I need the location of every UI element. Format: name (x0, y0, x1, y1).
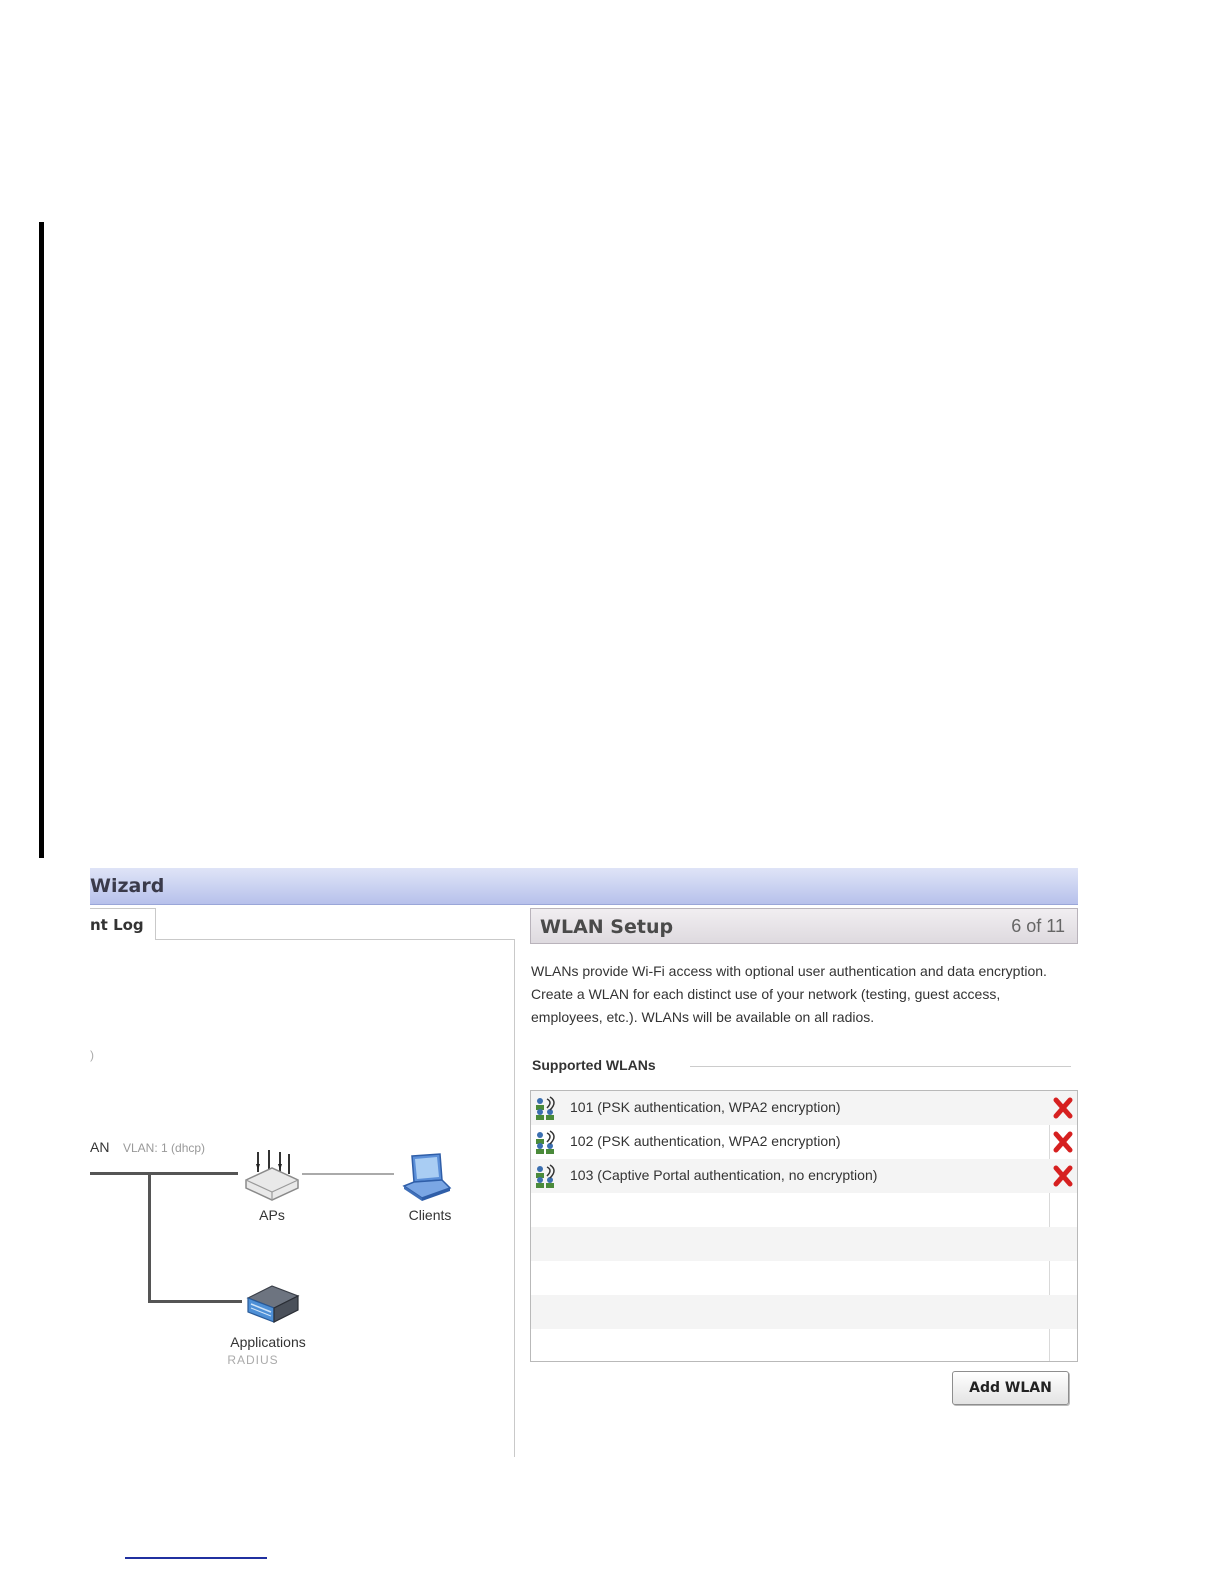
aps-label: APs (259, 1207, 285, 1223)
left-panel-border-top (156, 939, 514, 940)
empty-row (531, 1227, 1077, 1261)
applications-branch-horizontal (148, 1300, 242, 1303)
wlan-row[interactable] (531, 1091, 1077, 1125)
wlan-row[interactable] (531, 1159, 1077, 1193)
empty-row (531, 1329, 1077, 1362)
empty-row (531, 1295, 1077, 1329)
wlan-row-label: 103 (Captive Portal authentication, no encryption) (570, 1167, 878, 1183)
footer-link-underline[interactable] (125, 1557, 267, 1559)
tab-event-log[interactable] (90, 908, 156, 940)
lan-label: AN (90, 1139, 110, 1155)
wlan-row[interactable] (531, 1125, 1077, 1159)
client-laptop-icon[interactable] (400, 1152, 452, 1202)
wizard-title: Wizard (90, 875, 165, 897)
applications-branch-vertical (148, 1172, 151, 1303)
wlan-users-icon (534, 1130, 558, 1154)
vlan-label: VLAN: 1 (dhcp) (123, 1141, 206, 1155)
aps-clients-link (302, 1173, 394, 1175)
wlan-row-label: 101 (PSK authentication, WPA2 encryption) (570, 1099, 841, 1115)
delete-icon[interactable] (1053, 1165, 1073, 1187)
add-wlan-button[interactable]: Add WLAN (952, 1371, 1069, 1405)
empty-row (531, 1193, 1077, 1227)
wizard-titlebar (90, 868, 1078, 905)
supported-wlans-rule (690, 1066, 1071, 1067)
delete-icon[interactable] (1053, 1131, 1073, 1153)
tab-event-log-label: nt Log (90, 916, 144, 934)
wizard-window (90, 868, 1078, 1460)
delete-icon[interactable] (1053, 1097, 1073, 1119)
wlan-setup-title: WLAN Setup (540, 916, 674, 938)
applications-radius-label: RADIUS (227, 1353, 279, 1367)
wlan-users-icon (534, 1096, 558, 1120)
wlan-setup-header (530, 908, 1078, 944)
wizard-step-counter: 6 of 11 (1011, 916, 1065, 936)
lan-trunk-line (90, 1172, 238, 1175)
server-icon[interactable] (242, 1282, 302, 1328)
applications-label: Applications (230, 1334, 306, 1350)
supported-wlans-label: Supported WLANs (532, 1057, 656, 1073)
wlan-description: WLANs provide Wi-Fi access with optional user authentication and data encryption. Create a WLAN for each distinct use of your network (testing, guest access, employees, etc.). WLANs will be available on all radios. (531, 963, 1047, 1025)
page-margin-bar (39, 222, 44, 858)
left-panel-border-right (514, 939, 515, 1457)
access-point-icon[interactable] (242, 1150, 302, 1204)
clients-label: Clients (408, 1207, 452, 1223)
wlan-list[interactable] (530, 1090, 1078, 1362)
wlan-row-label: 102 (PSK authentication, WPA2 encryption) (570, 1133, 841, 1149)
wlan-users-icon (534, 1164, 558, 1188)
empty-row (531, 1261, 1077, 1295)
truncated-text: ) (90, 1048, 94, 1062)
